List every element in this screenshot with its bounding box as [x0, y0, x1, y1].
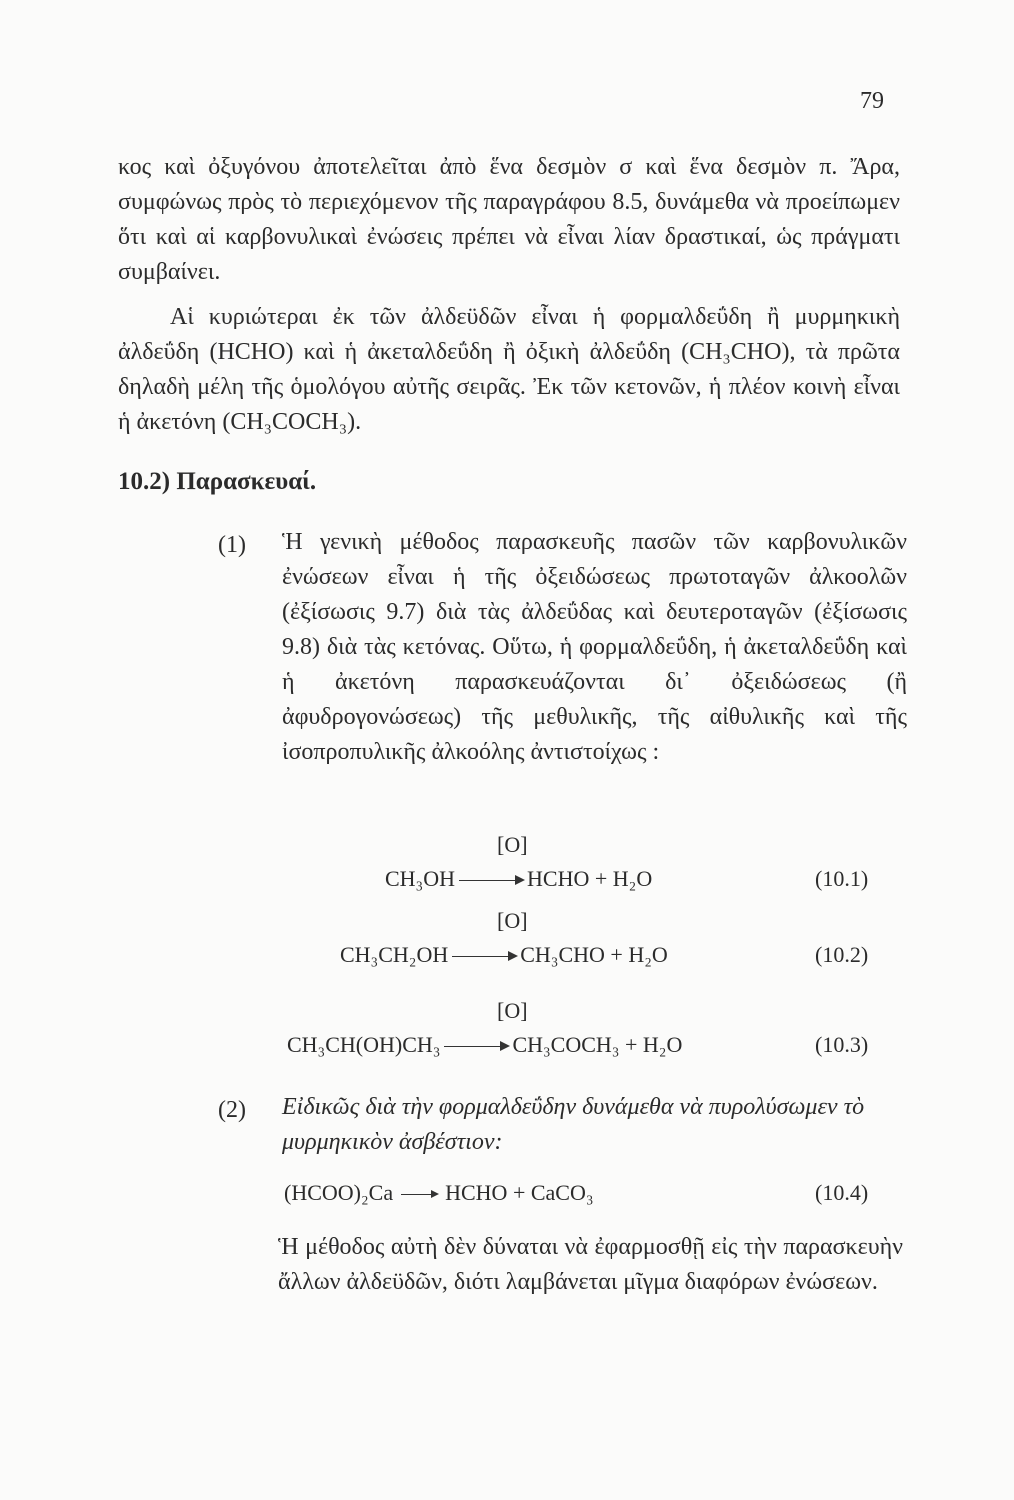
- equation-10-1: [385, 866, 652, 892]
- equation-10-3: [287, 1032, 682, 1058]
- eq3-products: CH₃COCH₃ + H₂O: [512, 1032, 683, 1057]
- reaction-arrow-icon: [444, 1046, 508, 1047]
- eq2-products: CH₃CHO + H₂O: [520, 942, 668, 967]
- eq1-number: (10.1): [815, 866, 869, 891]
- eq1-products: HCHO + H₂O: [527, 866, 653, 891]
- section-title: 10.2) Παρασκευαί.: [118, 468, 317, 495]
- reaction-arrow-icon: [401, 1194, 437, 1195]
- equation-10-2: [340, 942, 668, 968]
- eq2-number: (10.2): [815, 942, 869, 967]
- paragraph-1: κος καὶ ὀξυγόνου ἀποτελεῖται ἀπὸ ἕνα δεσμὸν σ καὶ ἕνα δεσμὸν π. Ἄρα, συμφώνως πρὸς τὸ περιεχόμενον τῆς παραγράφου 8.5, δυνάμεθα νὰ προείπωμεν ὅτι καὶ αἱ καρβονυλικαὶ ἐνώσεις πρέπει νὰ εἶναι λίαν δραστικαί, ὡς πράγματι συμβαίνει.: [118, 154, 900, 285]
- item-3-text: Ἡ μέθοδος αὐτὴ δὲν δύναται νὰ ἐφαρμοσθῇ εἰς τὴν παρασκευὴν ἄλλων ἀλδεϋδῶν, διότι λαμβάνεται μῖγμα διαφόρων ἐνώσεων.: [278, 1234, 903, 1295]
- eq4-reactant: (HCOO)₂Ca: [284, 1180, 394, 1205]
- item-1-text: Ἡ γενικὴ μέθοδος παρασκευῆς πασῶν τῶν καρβονυλικῶν ἐνώσεων εἶναι ἡ τῆς ὀξειδώσεως πρωτοταγῶν ἀλκοολῶν (ἐξίσωσις 9.7) διὰ τὰς ἀλδεΰδας καὶ δευτεροταγῶν (ἐξίσωσις 9.8) διὰ τὰς κετόνας. Οὕτω, ἡ φορμαλδεΰδη, ἡ ἀκεταλδεΰδη καὶ ἡ ἀκετόνη παρασκευάζονται δι᾿ ὀξειδώσεως (ἢ ἀφυδρογονώσεως) τῆς μεθυλικῆς, τῆς αἰθυλικῆς καὶ τῆς ἰσοπροπυλικῆς ἀλκοόλης ἀντιστοίχως :: [282, 529, 907, 765]
- eq1-oxidant: [O]: [497, 832, 528, 857]
- eq3-number: (10.3): [815, 1032, 869, 1057]
- eq3-reactant: CH₃CH(OH)CH₃: [287, 1032, 441, 1057]
- reaction-arrow-icon: [459, 880, 523, 881]
- item-2-number: (2): [218, 1097, 246, 1123]
- eq2-oxidant: [O]: [497, 908, 528, 933]
- item-2-text-content: Εἰδικῶς διὰ τὴν φορμαλδεΰδην δυνάμεθα νὰ πυρολύσωμεν τὸ μυρμηκικὸν ἀσβέστιον:: [282, 1094, 865, 1155]
- paragraph-2: Αἱ κυριώτεραι ἐκ τῶν ἀλδεϋδῶν εἶναι ἡ φορμαλδεΰδη ἢ μυρμηκικὴ ἀλδεΰδη (HCHO) καὶ ἡ ἀκεταλδεΰδη ἢ ὀξικὴ ἀλδεΰδη (CH₃CHO), τὰ πρῶτα δηλαδὴ μέλη τῆς ὁμολόγου αὐτῆς σειρᾶς. Ἐκ τῶν κετονῶν, ἡ πλέον κοινὴ εἶναι ἡ ἀκετόνη (CH₃COCH₃).: [118, 304, 900, 435]
- eq1-reactant: CH₃OH: [385, 866, 456, 891]
- item-2-text: [282, 1090, 907, 1160]
- eq4-products: HCHO + CaCO₃: [445, 1180, 594, 1205]
- eq4-number: (10.4): [815, 1180, 869, 1205]
- eq2-reactant: CH₃CH₂OH: [340, 942, 449, 967]
- eq3-oxidant: [O]: [497, 998, 528, 1023]
- page-number: 79: [860, 88, 884, 114]
- equation-10-4: [284, 1180, 594, 1206]
- item-1-number: (1): [218, 532, 246, 558]
- reaction-arrow-icon: [452, 956, 516, 957]
